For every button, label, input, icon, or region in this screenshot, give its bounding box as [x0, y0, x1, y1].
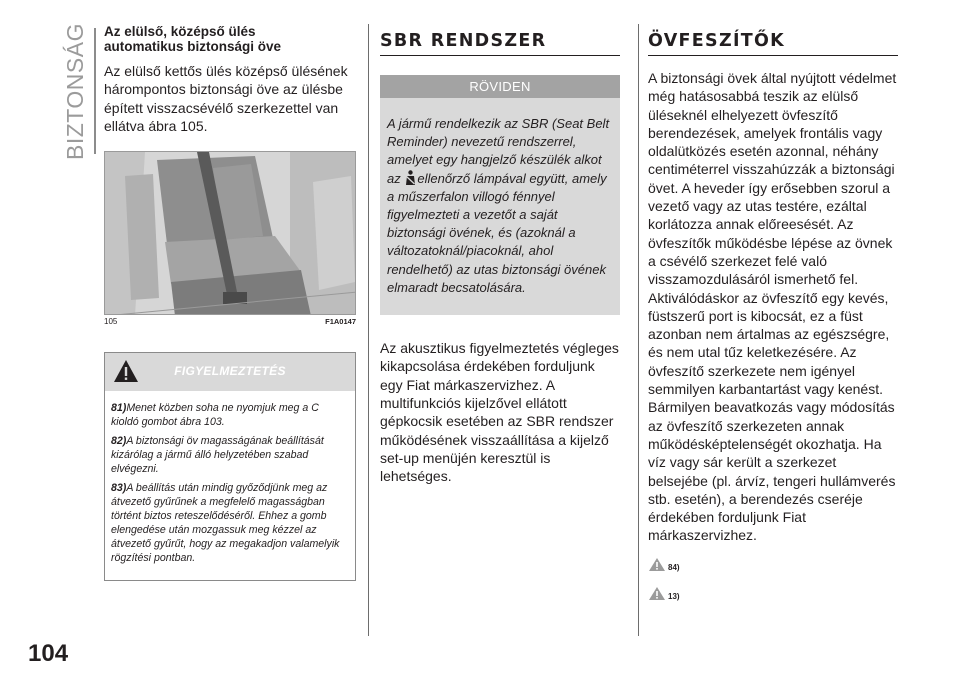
warning-triangle-icon	[648, 557, 666, 572]
section-title: BIZTONSÁG	[62, 23, 88, 160]
column-1	[104, 24, 356, 581]
warning-item: 82)A biztonsági öv magasságának beállítását kizárólag a jármű álló helyzetében szabad elvégezni.	[111, 435, 324, 476]
warning-header	[105, 353, 355, 391]
pretensioner-paragraph: A biztonsági övek által nyújtott védelmet még hatásosabbá teszik az elülső üléseknél elhelyezett övfeszítő berendezések, amelyek frontális vagy oldalütközés esetén azonnal, néhány centiméterrel visszahúzzák a biztonsági övet. A heveder így erősebben szorul a vezető vagy az utas testére, ezáltal korlátozza annak előreesését. Az övfeszítők működésbe lépése az övnek a csévélő szerkezet felé való visszamozdulásáról ismerhető fel. Aktiválódáskor az övfeszítő egy kevés, füstszerű port is kibocsát, ez a füst azonban nem ártalmas az egészségre, és nem utal tűz keletkezésére. Az övfeszítő szerkezete nem igényel semmilyen karbantartást vagy kenést. Bármilyen beavatkozás vagy módosítás az övfeszítő szerkezeten annak működésképtelenségét okozhatja. Ha víz vagy sár került a szerkezet belsejébe (pl. árvíz, tengeri hullámverés stb. esetén), a berendezés cseréje érdekében forduljunk Fiat márkaszervizhez.	[648, 70, 897, 544]
page-number: 104	[28, 640, 69, 667]
figure-number: 105	[104, 317, 118, 327]
warning-title: FIGYELMEZTETÉS	[174, 364, 286, 379]
summary-box	[380, 75, 620, 315]
warning-box	[104, 352, 356, 581]
summary-text: A jármű rendelkezik az SBR (Seat Belt Reminder) nevezetű rendszerrel, amelyet egy hangjelző készülék alkot az ellenőrző lámpával együtt, amely a műszerfalon villogó fénnyel figyelmezteti a vezetőt a saját biztonsági övének, és (azoknál a változatoknál/piacoknál, ahol rendelhető) az utas biztonsági övének elmaradt becsatolására.	[387, 116, 610, 295]
column-divider	[638, 24, 639, 636]
figure-code: F1A0147	[325, 317, 356, 327]
section-rule	[94, 28, 96, 154]
pretensioner-heading: ÖVFESZÍTŐK	[648, 31, 898, 56]
sbr-heading: SBR RENDSZER	[380, 31, 620, 56]
caution-reference: 13)	[648, 586, 898, 601]
warning-reference: 84)	[648, 557, 898, 572]
seat-photo	[104, 151, 356, 315]
warning-item: 83)A beállítás után mindig győződjünk meg az átvezető gyűrűnek a megfelelő magasságban történt biztos reteszelődéséről. Ehhez a gomb elengedése után mozgassuk meg kézzel az átvezető gyűrűt, hogy az megakadjon valamelyik rögzítési pontban.	[111, 482, 340, 565]
warning-body	[105, 391, 355, 580]
summary-title: RÖVIDEN	[380, 75, 620, 98]
caution-triangle-icon	[648, 586, 666, 601]
seatbelt-paragraph: Az elülső kettős ülés középső ülésének hárompontos biztonsági öve az ülésbe épített visszacsévélő szerkezettel van ellátva ábra 105.	[104, 63, 348, 134]
sbr-paragraph: Az akusztikus figyelmeztetés végleges kikapcsolása érdekében forduljunk egy Fiat márkaszervizhez. A multifunkciós kijelzővel ellátott gépkocsik esetében az SBR rendszer működésének visszaállítása a kijelző set-up menüjén keresztül is lehetséges.	[380, 340, 619, 485]
column-2	[380, 24, 620, 485]
column-3	[648, 24, 898, 601]
warning-item: 81)Menet közben soha ne nyomjuk meg a C kioldó gombot ábra 103.	[111, 402, 319, 429]
subheading: Az elülső, középső ülés automatikus biztonsági öve	[104, 24, 282, 54]
column-divider	[368, 24, 369, 636]
section-tab	[56, 23, 88, 174]
seatbelt-warning-icon	[405, 170, 416, 186]
figure-caption	[104, 317, 356, 326]
